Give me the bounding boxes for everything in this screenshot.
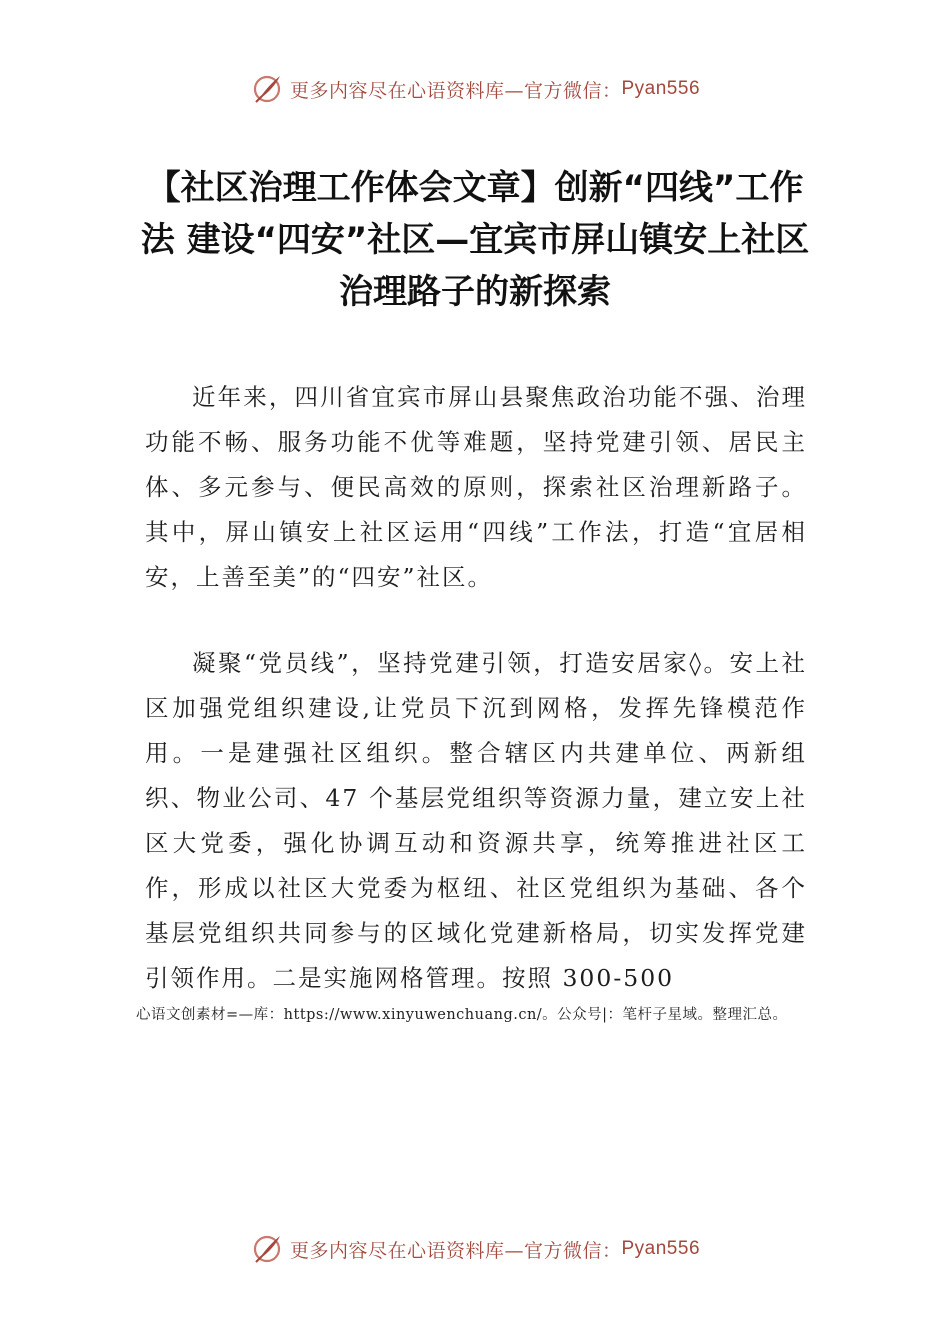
header-banner (0, 72, 950, 106)
header-banner-text: 更多内容尽在心语资料库—官方微信： (289, 79, 622, 102)
footer-banner-handle: Pyan556 (621, 1238, 701, 1259)
footer-banner (0, 1232, 950, 1266)
source-note: 心语文创素材=—库：https://www.xinyuwenchuang.cn/。公众号|：笔杆子星域。整理汇总。 (136, 1007, 788, 1023)
header-banner-handle: Pyan556 (621, 78, 701, 99)
paragraph-party-line: 凝聚“党员线”，坚持党建引领，打造安居家◊。安上社区加强党组织建设,让党员下沉到网格，发挥先锋模范作用。一是建强社区组织。整合辖区内共建单位、两新组织、物业公司、47 个基层党组织等资源力量，建立安上社区大党委，强化协调互动和资源共享，统筹推进社区工作，形成以社区大党委为枢纽、社区党组织为基础、各个基层党组织共同参与的区域化党建新格局，切实发挥党建引领作用。二是实施网格管理。按照 300-500 (145, 649, 807, 992)
footer-banner-text: 更多内容尽在心语资料库—官方微信： (289, 1239, 622, 1262)
document-title: 【社区治理工作体会文章】创新“四线”工作法 建设“四安”社区—宜宾市屏山镇安上社区治理路子的新探索 (140, 168, 810, 312)
feather-pen-logo-icon (250, 1232, 284, 1266)
paragraph-intro: 近年来，四川省宜宾市屏山县聚焦政治功能不强、治理功能不畅、服务功能不优等难题，坚持党建引领、居民主体、多元参与、便民高效的原则，探索社区治理新路子。其中，屏山镇安上社区运用“四线”工作法，打造“宜居相安，上善至美”的“四安”社区。 (145, 383, 807, 591)
feather-pen-logo-icon (250, 72, 284, 106)
